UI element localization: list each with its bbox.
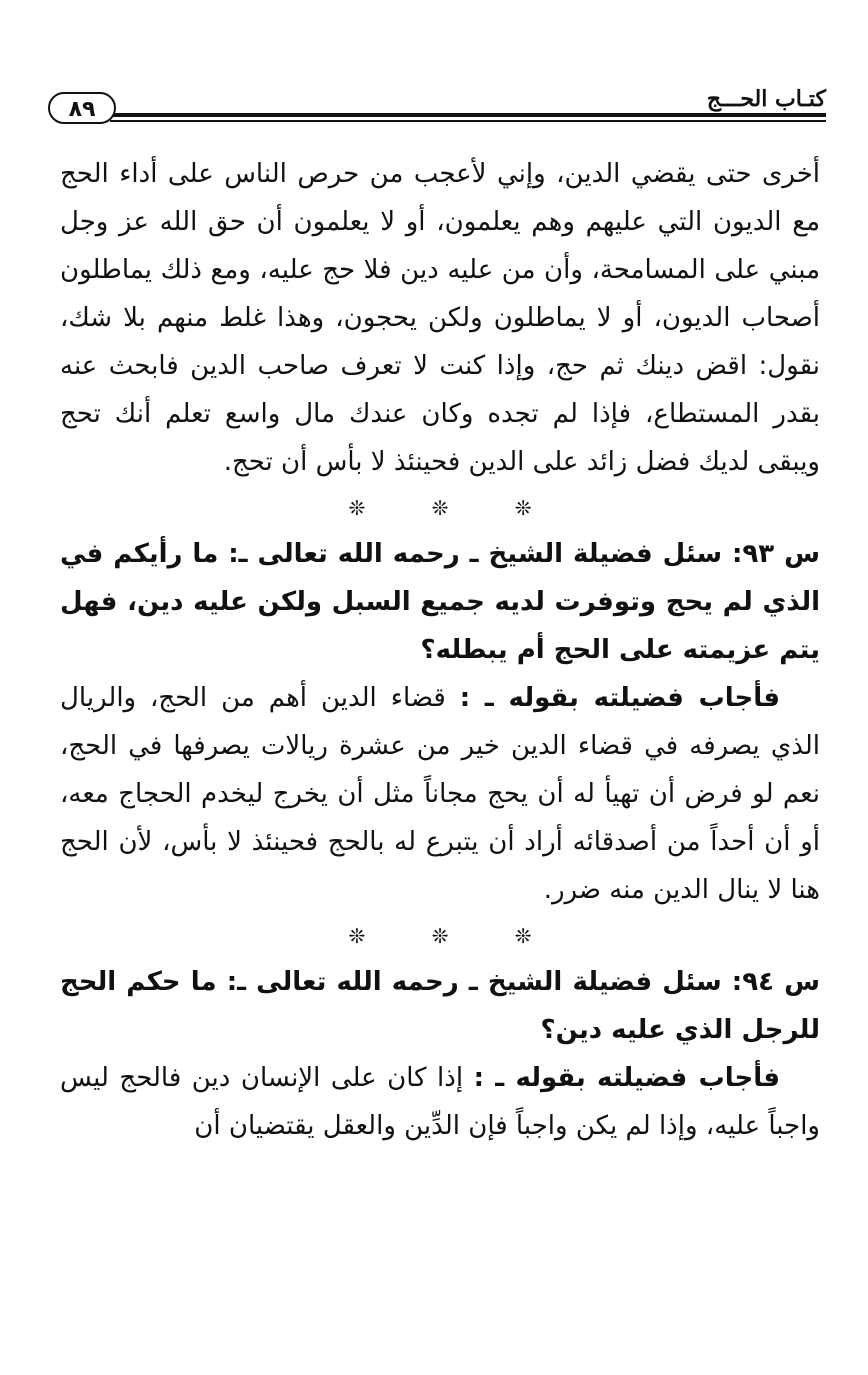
question-94: س ٩٤: سئل فضيلة الشيخ ـ رحمه الله تعالى ـ: ما حكم الحج للرجل الذي عليه دين؟ <box>60 967 820 1045</box>
page-body <box>60 150 820 1150</box>
page-number: ٨٩ <box>48 92 116 124</box>
answer-94 <box>60 1054 820 1150</box>
answer-93 <box>60 674 820 914</box>
answer-94-text: إذا كان على الإنسان دين فالحج ليس واجباً عليه، وإذا لم يكن واجباً فإن الدِّين والعقل يقتضيان أن <box>60 1063 820 1141</box>
section-separator: ❊ ❊ ❊ <box>348 496 562 520</box>
answer-94-lead: فأجاب فضيلته بقوله ـ : <box>473 1063 781 1093</box>
page-header <box>48 86 826 132</box>
answer-93-lead: فأجاب فضيلته بقوله ـ : <box>459 683 780 713</box>
paragraph-continuation: أخرى حتى يقضي الدين، وإني لأعجب من حرص الناس على أداء الحج مع الديون التي عليهم وهم يعلمون، أو لا يعلمون أن حق الله عز وجل مبني على المسامحة، وأن من عليه دين فلا حج عليه، ومع ذلك يماطلون أصحاب الديون، أو لا يماطلون ولكن يحجون، وهذا غلط منهم بلا شك، نقول: اقض دينك ثم حج، وإذا كنت لا تعرف صاحب الدين فابحث عنه بقدر المستطاع، فإذا لم تجده وكان عندك مال واسع تعلم أنك تحج ويبقى لديك فضل زائد على الدين فحينئذ لا بأس أن تحج. <box>60 159 820 477</box>
header-rule-thick <box>110 113 826 117</box>
running-title: كتـاب الحـــج <box>697 86 826 112</box>
question-93: س ٩٣: سئل فضيلة الشيخ ـ رحمه الله تعالى ـ: ما رأيكم في الذي لم يحج وتوفرت لديه جميع السبل ولكن عليه دين، فهل يتم عزيمته على الحج أم يبطله؟ <box>60 539 820 665</box>
answer-93-text: قضاء الدين أهم من الحج، والريال الذي يصرفه في قضاء الدين خير من عشرة ريالات يصرفها في الحج، نعم لو فرض أن تهيأ له أن يحج مجاناً مثل أن يخرج ليخدم الحجاج معه، أو أن أحداً من أصدقائه أراد أن يتبرع له بالحج فحينئذ لا بأس، لأن الحج هنا لا ينال الدين منه ضرر. <box>60 683 820 905</box>
header-rule-thin <box>110 120 826 122</box>
section-separator: ❊ ❊ ❊ <box>348 924 562 948</box>
